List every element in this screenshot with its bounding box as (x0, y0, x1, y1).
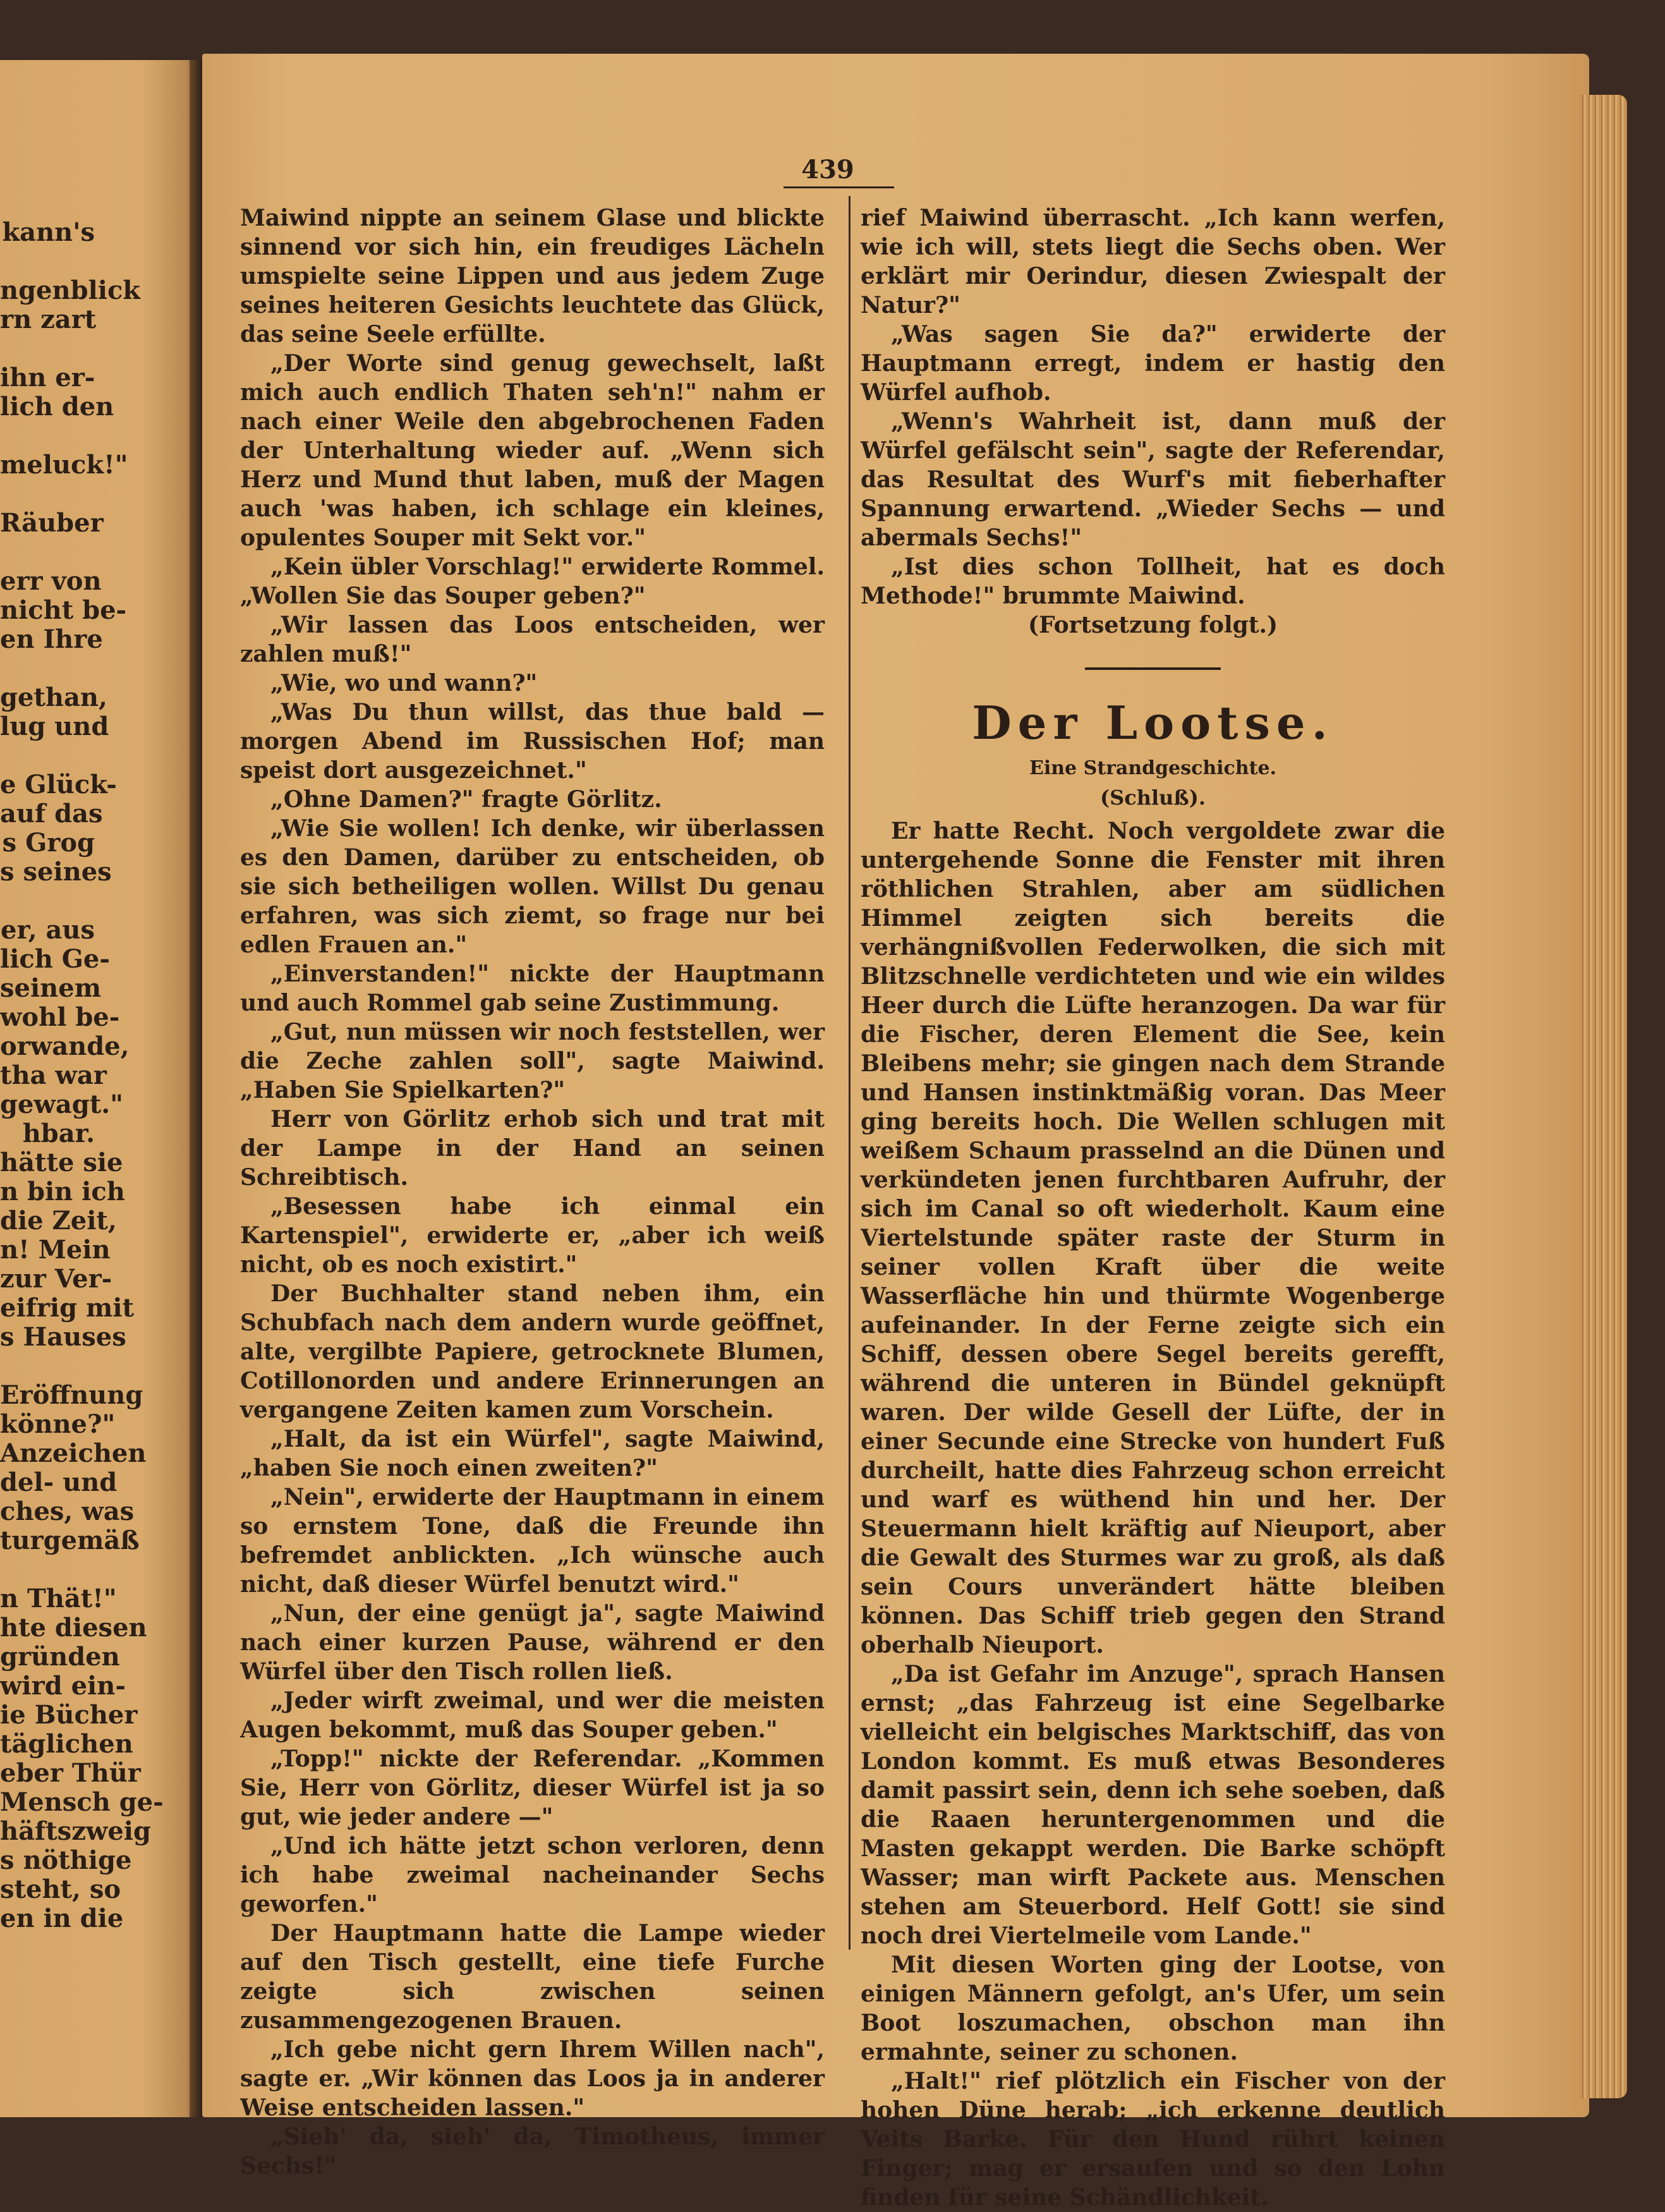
left-fragment-line: n Thät!" (0, 1584, 117, 1613)
left-fragment-line: kann's (2, 217, 95, 247)
left-fragment-line: hbar. (22, 1119, 95, 1148)
left-fragment-line: s nöthige (0, 1845, 132, 1875)
left-fragment-line: hätte sie (0, 1148, 123, 1177)
left-paragraph: „Wie, wo und wann?" (270, 670, 538, 696)
left-paragraph: „Nun, der eine genügt ja", sagte Maiwind nach einer kurzen Pause, während er den Würfel über den Tisch rollen ließ. (240, 1600, 825, 1685)
left-fragment-line: en in die (0, 1904, 124, 1933)
left-fragment-line: wird ein- (0, 1671, 126, 1701)
left-paragraph: „Einverstanden!" nickte der Hauptmann und auch Rommel gab seine Zustimmung. (240, 961, 825, 1016)
left-fragment-line (0, 247, 95, 276)
left-fragment-line: en Ihre (0, 624, 103, 654)
left-fragment-line: Mensch ge- (0, 1787, 164, 1817)
story-subtitle: Eine Strandgeschichte. (1029, 757, 1277, 779)
right-column (861, 204, 1445, 2212)
left-paragraph: „Halt, da ist ein Würfel", sagte Maiwind, „haben Sie noch einen zweiten?" (240, 1426, 825, 1481)
left-fragment-line: Anzeichen (0, 1438, 147, 1468)
left-paragraph: „Jeder wirft zweimal, und wer die meisten Augen bekommt, muß das Souper geben." (240, 1687, 825, 1743)
left-fragment-line (0, 887, 95, 916)
left-fragment-line: s Hauses (0, 1322, 126, 1352)
left-fragment-line: auf das (0, 799, 103, 829)
left-paragraph: „Was Du thun willst, das thue bald — morgen Abend im Russischen Hof; man speist dort ausgezeichnet." (240, 699, 825, 784)
story-title: Der Lootse. (972, 696, 1334, 750)
cont-paragraph: „Wenn's Wahrheit ist, dann muß der Würfel gefälscht sein", sagte der Referendar, das Resultat des Wurf's mit fieberhafter Spannung erwartend. „Wieder Sechs — und abermals Sechs!" (861, 408, 1445, 551)
left-fragment-line (0, 654, 95, 683)
header-rule (784, 186, 894, 188)
cont-paragraph: „Was sagen Sie da?" erwiderte der Hauptmann erregt, indem er hastig den Würfel aufhob. (861, 321, 1445, 406)
left-fragment-line: zur Ver- (0, 1264, 112, 1294)
left-fragment-line (0, 422, 95, 451)
left-page-fragments (0, 217, 164, 1933)
left-fragment-line: gründen (0, 1642, 120, 1672)
left-fragment-line: s seines (0, 857, 112, 887)
left-paragraph: „Topp!" nickte der Referendar. „Kommen Sie, Herr von Görlitz, dieser Würfel ist ja so gut, wie jeder andere —" (240, 1746, 825, 1830)
left-paragraph: „Kein übler Vorschlag!" erwiderte Rommel. „Wollen Sie das Souper geben?" (240, 554, 825, 609)
story-body (861, 817, 1445, 2212)
left-fragment-line (0, 480, 95, 509)
left-paragraph: Der Buchhalter stand neben ihm, ein Schubfach nach dem andern wurde geöffnet, alte, vergilbte Papiere, getrocknete Blumen, Cotillonorden und andere Erinnerungen an vergangene Zeiten kamen zum Vorschein. (240, 1280, 825, 1423)
page-number: 439 (801, 155, 854, 185)
cont-paragraph: „Ist dies schon Tollheit, hat es doch Methode!" brummte Maiwind. (861, 554, 1445, 609)
left-fragment-line: könne?" (0, 1409, 116, 1439)
story-part: (Schluß). (1099, 786, 1206, 810)
cont-paragraph: rief Maiwind überrascht. „Ich kann werfen, wie ich will, stets liegt die Sechs oben. Wer erklärt mir Oerindur, diesen Zwiespalt der Natur?" (861, 205, 1445, 319)
left-fragment-line: wohl be- (0, 1002, 120, 1032)
left-fragment-line: Räuber (0, 508, 104, 538)
left-paragraph: „Gut, nun müssen wir noch feststellen, wer die Zeche zahlen soll", sagte Maiwind. „Haben Sie Spielkarten?" (240, 1019, 825, 1103)
section-separator (1085, 667, 1221, 670)
left-fragment-line: n! Mein (0, 1235, 111, 1265)
left-fragment-line: e Glück- (0, 770, 117, 799)
left-fragment-line: er, aus (1, 915, 95, 945)
left-fragment-line: ihn er- (0, 363, 95, 392)
left-fragment-line: gethan, (0, 683, 107, 712)
left-fragment-line (0, 1555, 95, 1584)
left-fragment-line: lug und (0, 712, 109, 741)
left-paragraph: Der Hauptmann hatte die Lampe wieder auf den Tisch gestellt, eine tiefe Furche zeigte sich zwischen seinen zusammengezogenen Brauen. (240, 1920, 825, 2034)
story-paragraph: „Halt!" rief plötzlich ein Fischer von der hohen Düne herab; „ich erkenne deutlich Veits Barke. Für den Hund rührt keinen Finger; mag er ersaufen und so den Lohn finden für seine Schändlichkeit. (861, 2068, 1445, 2211)
left-fragment-line: gewagt." (0, 1090, 123, 1119)
left-paragraph: Herr von Görlitz erhob sich und trat mit der Lampe in der Hand an seinen Schreibtisch. (240, 1106, 825, 1191)
left-fragment-line: ie Bücher (0, 1700, 138, 1730)
left-fragment-line: n bin ich (0, 1177, 125, 1206)
left-paragraph: „Sieh' da, sieh' da, Timotheus, immer Sechs!" (240, 2124, 825, 2179)
left-paragraph: „Wir lassen das Loos entscheiden, wer zahlen muß!" (240, 612, 825, 667)
left-fragment-line: err von (0, 566, 102, 596)
left-fragment-line: Eröffnung (0, 1380, 143, 1410)
left-fragment-line (0, 334, 95, 363)
left-fragment-line: häftszweig (0, 1816, 151, 1846)
left-fragment-line: eifrig mit (0, 1293, 135, 1323)
left-fragment-line: eber Thür (0, 1758, 141, 1788)
left-fragment-line: orwande, (0, 1031, 130, 1061)
left-paragraph: „Der Worte sind genug gewechselt, laßt mich auch endlich Thaten seh'n!" nahm er nach einer Weile den abgebrochenen Faden der Unterhaltung wieder auf. „Wenn sich Herz und Mund thut laben, muß der Magen auch 'was haben, ich schlage ein kleines, opulentes Souper mit Sekt vor." (240, 350, 825, 551)
left-fragment-line: ches, was (0, 1497, 135, 1526)
left-paragraph: „Ich gebe nicht gern Ihrem Willen nach", sagte er. „Wir können das Loos ja in anderer Weise entscheiden lassen." (240, 2036, 825, 2121)
continuation-note: (Fortsetzung folgt.) (1027, 612, 1278, 638)
left-fragment-line: nicht be- (0, 595, 127, 625)
left-paragraph: Maiwind nippte an seinem Glase und blickte sinnend vor sich hin, ein freudiges Lächeln umspielte seine Lippen und aus jedem Zuge seines heiteren Gesichts leuchtete das Glück, das seine Seele erfüllte. (240, 205, 825, 348)
left-paragraph: „Ohne Damen?" fragte Görlitz. (270, 786, 662, 813)
left-paragraph: „Und ich hätte jetzt schon verloren, denn ich habe zweimal nacheinander Sechs geworfen." (240, 1833, 825, 1917)
column-divider (849, 196, 851, 1950)
left-fragment-line: lich Ge- (0, 944, 110, 974)
left-fragment-line: s Grog (2, 828, 95, 858)
story-paragraph: Er hatte Recht. Noch vergoldete zwar die untergehende Sonne die Fenster mit ihren röthlichen Strahlen, aber am südlichen Himmel zeigten sich bereits die verhängnißvollen Federwolken, die sich mit Blitzschnelle verdichteten und wie ein wildes Heer durch die Lüfte heranzogen. Da war für die Fischer, deren Element die See, kein Bleibens mehr; sie gingen nach dem Strande und Hansen instinktmäßig voran. Das Meer ging bereits hoch. Die Wellen schlugen mit weißem Schaum prasselnd an die Dünen und verkündeten jenen furchtbaren Aufruhr, der sich im Canal so oft wiederholt. Kaum eine Viertelstunde später raste der Sturm in seiner vollen Kraft über die weite Wasserfläche hin und thürmte Wogenberge aufeinander. In der Ferne zeigte sich ein Schiff, dessen obere Segel bereits gerefft, während die unteren in Bündel geknüpft waren. Der wilde Gesell der Lüfte, der in einer Secunde eine Strecke von hundert Fuß durcheilt, hatte dies Fahrzeug schon erreicht und warf es wüthend hin und her. Der Steuermann hielt kräftig auf Nieuport, aber die Gewalt des Sturmes war zu groß, als daß sein Cours unverändert hätte bleiben können. Das Schiff trieb gegen den Strand oberhalb Nieuport. (861, 818, 1445, 1658)
left-fragment-line (0, 1352, 95, 1381)
left-fragment-line: steht, so (0, 1875, 121, 1904)
left-fragment-line: meluck!" (0, 450, 128, 480)
left-fragment-line: del- und (0, 1468, 118, 1497)
left-fragment-line: tha war (0, 1060, 107, 1090)
left-fragment-line: lich den (0, 392, 114, 422)
story-paragraph: Mit diesen Worten ging der Lootse, von einigen Männern gefolgt, an's Ufer, um sein Boot loszumachen, obschon man ihn ermahnte, seiner zu schonen. (861, 1952, 1445, 2065)
story-paragraph: „Da ist Gefahr im Anzuge", sprach Hansen ernst; „das Fahrzeug ist eine Segelbarke vielleicht ein belgisches Marktschiff, das von London kommt. Es muß etwas Besonderes damit passirt sein, denn ich sehe soeben, daß die Raaen heruntergenommen und die Masten gekappt werden. Die Barke schöpft Wasser; man wirft Packete aus. Menschen stehen am Steuerbord. Helf Gott! sie sind noch drei Viertelmeile vom Lande." (861, 1661, 1445, 1949)
left-fragment-line: ngenblick (0, 276, 141, 305)
left-fragment-line (0, 538, 95, 567)
story-continuation (861, 204, 1445, 611)
left-fragment-line: seinem (0, 973, 102, 1003)
left-fragment-line: turgemäß (0, 1526, 140, 1555)
left-fragment-line (0, 741, 95, 770)
page-edges (1580, 95, 1627, 2098)
left-fragment-line: die Zeit, (0, 1206, 117, 1236)
left-fragment-line: täglichen (0, 1729, 133, 1759)
left-column (240, 204, 825, 2180)
left-paragraph: „Besessen habe ich einmal ein Kartenspiel", erwiderte er, „aber ich weiß nicht, ob es noch existirt." (240, 1193, 825, 1278)
left-paragraph: „Nein", erwiderte der Hauptmann in einem so ernstem Tone, daß die Freunde ihn befremdet anblickten. „Ich wünsche auch nicht, daß dieser Würfel benutzt wird." (240, 1484, 825, 1598)
left-fragment-line: rn zart (0, 305, 97, 334)
left-fragment-line: hte diesen (0, 1613, 147, 1643)
left-paragraph: „Wie Sie wollen! Ich denke, wir überlassen es den Damen, darüber zu entscheiden, ob sie sich betheiligen wollen. Willst Du genau erfahren, was sich ziemt, so frage nur bei edlen Frauen an." (240, 815, 825, 958)
